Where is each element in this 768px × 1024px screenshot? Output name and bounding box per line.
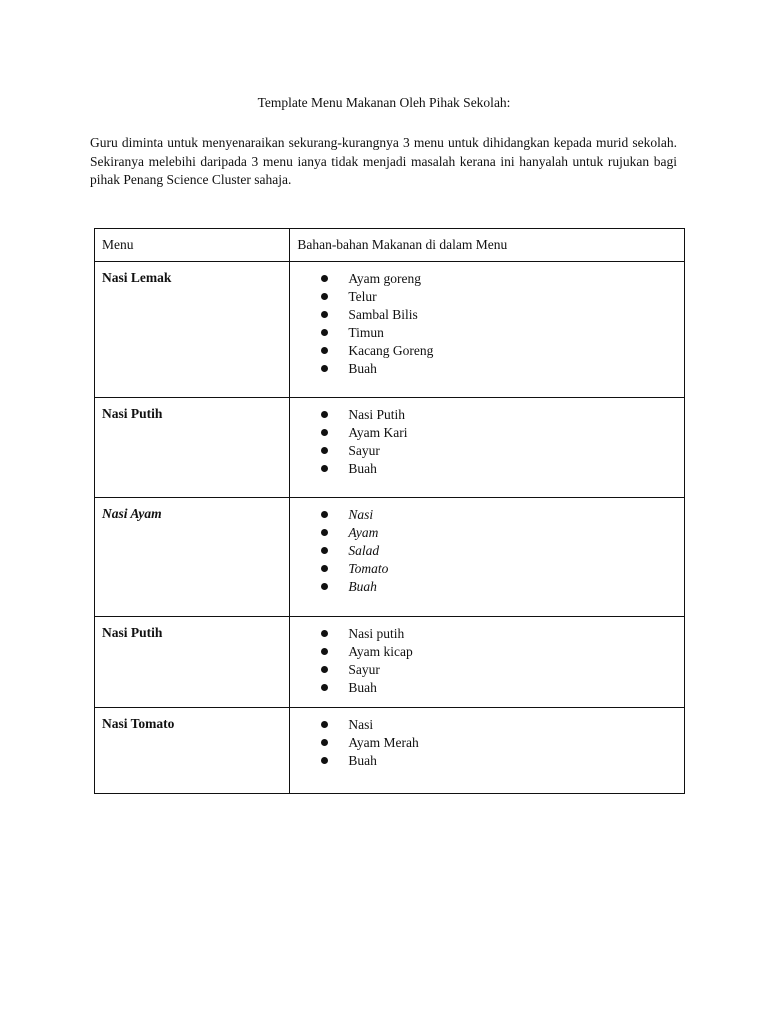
- dish-cell: [95, 498, 290, 617]
- list-item: Buah: [321, 360, 677, 378]
- bullet-icon: [321, 365, 328, 372]
- bullet-icon: [321, 757, 328, 764]
- ingredient-list: [297, 406, 677, 478]
- list-item: Ayam kicap: [321, 643, 677, 661]
- bullet-icon: [321, 429, 328, 436]
- dish-name: Nasi Putih: [102, 406, 163, 421]
- bullet-icon: [321, 583, 328, 590]
- bullet-icon: [321, 447, 328, 454]
- bullet-icon: [321, 411, 328, 418]
- ingredient-list: [297, 716, 677, 770]
- header-menu: Menu: [95, 229, 290, 262]
- list-item: Nasi: [321, 506, 677, 524]
- list-item: Nasi Putih: [321, 406, 677, 424]
- list-item: Sayur: [321, 442, 677, 460]
- list-item: Ayam Merah: [321, 734, 677, 752]
- ingredient-list: [297, 625, 677, 697]
- bullet-icon: [321, 511, 328, 518]
- header-ingredients: Bahan-bahan Makanan di dalam Menu: [290, 229, 685, 262]
- bullet-icon: [321, 666, 328, 673]
- intro-paragraph: Guru diminta untuk menyenaraikan sekurang-kurangnya 3 menu untuk dihidangkan kepada murid sekolah. Sekiranya melebihi daripada 3 menu ianya tidak menjadi masalah kerana ini hanyalah untuk rujukan bagi pihak Penang Science Cluster sahaja.: [90, 135, 677, 187]
- list-item: Kacang Goreng: [321, 342, 677, 360]
- bullet-icon: [321, 311, 328, 318]
- page-title: Template Menu Makanan Oleh Pihak Sekolah:: [257, 95, 511, 110]
- dish-name: Nasi Lemak: [102, 270, 172, 285]
- list-item: Nasi putih: [321, 625, 677, 643]
- bullet-icon: [321, 465, 328, 472]
- list-item: Buah: [321, 460, 677, 478]
- bullet-icon: [321, 529, 328, 536]
- list-item: Buah: [321, 578, 677, 596]
- list-item: Salad: [321, 542, 677, 560]
- bullet-icon: [321, 329, 328, 336]
- bullet-icon: [321, 275, 328, 282]
- bullet-icon: [321, 630, 328, 637]
- dish-name: Nasi Ayam: [102, 506, 162, 521]
- bullet-icon: [321, 347, 328, 354]
- table-row: [95, 398, 685, 498]
- list-item: Sambal Bilis: [321, 306, 677, 324]
- list-item: Timun: [321, 324, 677, 342]
- list-item: Buah: [321, 679, 677, 697]
- list-item: Tomato: [321, 560, 677, 578]
- bullet-icon: [321, 565, 328, 572]
- ingredients-cell: [290, 498, 685, 617]
- list-item: Ayam goreng: [321, 270, 677, 288]
- bullet-icon: [321, 648, 328, 655]
- dish-cell: [95, 262, 290, 398]
- list-item: Sayur: [321, 661, 677, 679]
- ingredients-cell: [290, 708, 685, 794]
- table-row: [95, 498, 685, 617]
- list-item: Ayam Kari: [321, 424, 677, 442]
- ingredient-list: [297, 506, 677, 596]
- bullet-icon: [321, 547, 328, 554]
- list-item: Ayam: [321, 524, 677, 542]
- dish-cell: [95, 708, 290, 794]
- dish-cell: [95, 617, 290, 708]
- table-row: [95, 708, 685, 794]
- ingredient-list: [297, 270, 677, 378]
- dish-cell: [95, 398, 290, 498]
- list-item: Telur: [321, 288, 677, 306]
- bullet-icon: [321, 721, 328, 728]
- bullet-icon: [321, 293, 328, 300]
- table-row: [95, 262, 685, 398]
- dish-name: Nasi Putih: [102, 625, 163, 640]
- bullet-icon: [321, 739, 328, 746]
- list-item: Buah: [321, 752, 677, 770]
- table-header-row: [95, 229, 685, 262]
- list-item: Nasi: [321, 716, 677, 734]
- menu-table: [94, 228, 685, 794]
- ingredients-cell: [290, 262, 685, 398]
- bullet-icon: [321, 684, 328, 691]
- ingredients-cell: [290, 398, 685, 498]
- dish-name: Nasi Tomato: [102, 716, 175, 731]
- ingredients-cell: [290, 617, 685, 708]
- table-row: [95, 617, 685, 708]
